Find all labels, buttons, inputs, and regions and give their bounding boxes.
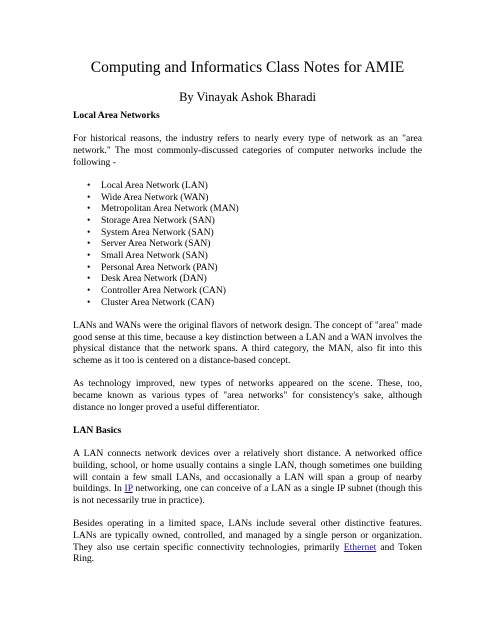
list-item-text: Storage Area Network (SAN) [101, 214, 215, 226]
bullet-icon: • [87, 285, 91, 297]
list-item [87, 250, 422, 262]
list-item-text: Personal Area Network (PAN) [101, 261, 218, 273]
list-item [87, 192, 422, 204]
list-item [87, 227, 422, 239]
bullet-icon: • [87, 226, 91, 238]
section-heading-local-area-networks: Local Area Networks [73, 110, 160, 121]
list-item [87, 203, 422, 215]
bullet-icon: • [87, 214, 91, 226]
intro-paragraph: For historical reasons, the industry refers to nearly every type of network as an "area network." The most commonly-discussed categories of computer networks include the following - [73, 133, 422, 168]
list-item [87, 180, 422, 192]
paragraph-text: networking, one can conceive of a LAN as a single IP subnet (though this is not necessarily true in practice). [73, 483, 422, 506]
list-item-text: Server Area Network (SAN) [101, 238, 211, 250]
list-item-text: Local Area Network (LAN) [101, 179, 208, 191]
list-item-text: Desk Area Network (DAN) [101, 273, 207, 285]
list-item-text: Controller Area Network (CAN) [101, 285, 226, 297]
ip-link[interactable]: IP [124, 483, 133, 495]
bullet-icon: • [87, 203, 91, 215]
lan-features-paragraph [73, 518, 422, 565]
bullet-icon: • [87, 273, 91, 285]
list-item [87, 273, 422, 285]
list-item [87, 297, 422, 309]
bullet-icon: • [87, 261, 91, 273]
list-item [87, 238, 422, 250]
list-item-text: Wide Area Network (WAN) [101, 191, 209, 203]
network-types-list [73, 180, 422, 309]
lans-wans-paragraph: LANs and WANs were the original flavors of network design. The concept of "area" made good sense at this time, because a key distinction between a LAN and a WAN involves the physical distance that the network spans. A third category, the MAN, also fit into this scheme as it too is centered on a distance-based concept. [73, 320, 422, 367]
document-author: By Vinayak Ashok Bharadi [179, 90, 316, 104]
lan-definition-paragraph [73, 448, 422, 507]
document-title: Computing and Informatics Class Notes for AMIE [90, 59, 405, 76]
bullet-icon: • [87, 238, 91, 250]
list-item [87, 285, 422, 297]
bullet-icon: • [87, 296, 91, 308]
bullet-icon: • [87, 250, 91, 262]
list-item-text: Cluster Area Network (CAN) [101, 296, 215, 308]
paragraph-text: A LAN connects network devices over a relatively short distance. A networked office building, school, or home usually contains a single LAN, though sometimes one building will contain a few small LANs, and occasionally a LAN will span a group of nearby buildings. In [73, 448, 422, 495]
list-item [87, 262, 422, 274]
bullet-icon: • [87, 191, 91, 203]
paragraph-text: Besides operating in a limited space, LANs include several other distinctive features. LANs are typically owned, controlled, and managed by a single person or organization. They also use certain specific connectivity technologies, primarily [73, 518, 422, 553]
document-body [73, 110, 422, 577]
bullet-icon: • [87, 179, 91, 191]
list-item-text: Metropolitan Area Network (MAN) [101, 203, 239, 215]
technology-paragraph: As technology improved, new types of networks appeared on the scene. These, too, became known as various types of "area networks" for consistency's sake, although distance no longer proved a useful differentiator. [73, 378, 422, 413]
list-item-text: System Area Network (SAN) [101, 226, 214, 238]
section-heading-lan-basics: LAN Basics [73, 424, 122, 436]
list-item-text: Small Area Network (SAN) [101, 250, 208, 262]
list-item [87, 215, 422, 227]
paragraph-text: and Token Ring. [73, 541, 422, 565]
ethernet-link[interactable]: Ethernet [343, 541, 377, 553]
